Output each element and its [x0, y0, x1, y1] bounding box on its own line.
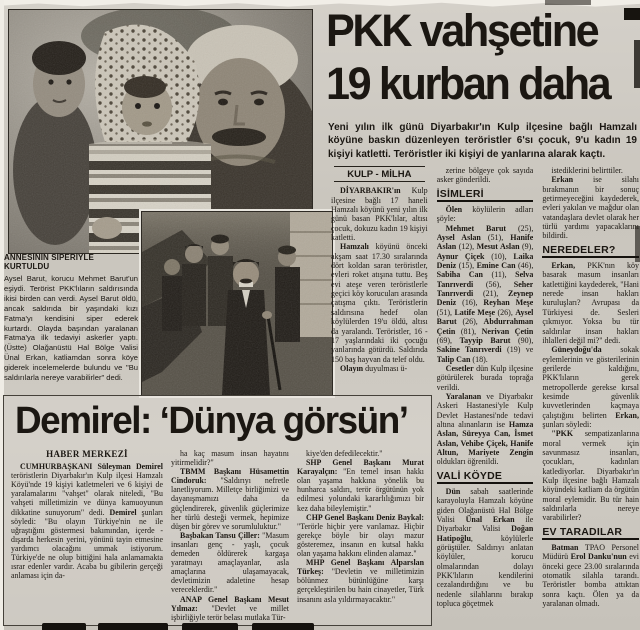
- demirel-story-box: [3, 395, 432, 626]
- article-paragraph: ANAP Genel Başkanı Mesut Yılmaz: "Devlet ve millet işbirliğiyle terör belası mutlaka Tür-: [171, 594, 289, 622]
- article-paragraph: zerine bölgeye çok sayıda asker gönderildi.: [436, 166, 534, 185]
- lead-column-3: [542, 166, 639, 628]
- demirel-headline: Demirel: ‘Dünya görsün’: [15, 400, 408, 442]
- article-paragraph: istediklerini belirttiler.: [551, 166, 623, 175]
- article-paragraph: DİYARBAKIR'ın Kulp ilçesine bağlı 17 haneli Hamzalı köyünü yeni yılın ilk günü basan PKK'lılar, altısı çocuk, dokuzu kadın 19 kişiyi katletti.: [331, 186, 428, 243]
- article-paragraph: Cesetler dün Kulp ilçesine götürülerek burada toprağa verildi.: [436, 363, 534, 392]
- lead-headline: [326, 4, 638, 110]
- lead-headline-line1: PKK vahşetine: [326, 5, 598, 56]
- lead-column-3-text: [542, 166, 639, 608]
- demirel-column-1: [11, 449, 163, 622]
- article-paragraph: Yaralanan ve Diyarbakır Askeri Hastanesi'yle Kulp Devlet Hastanesi'nde tedavi altına alınanların ise Hamza Aslan, Süreyya Can, İsmet Aslan, Vehibe Çiçek, Hanife Altun, Mariyete Zengin oldukları öğrenildi.: [436, 391, 534, 467]
- article-paragraph: Hamzalı köyünü önceki akşam saat 17.30 sıralarında dört koldan saran teröristler, evleri roket atışına tuttu. Beş evi ateşe veren teröristlerle geçici köy korucuları arasında çatışma çıktı. Teröristlerin saldırısına hedef olan köylülerden 19'u öldü, altısı da yaralandı. Teröristler, 16 - 17 yaşlarındaki iki çocuğu yanlarında götürdü. Saldırıda 150 baş hayvan da telef oldu.: [331, 242, 428, 364]
- photo-caption-body: Aysel Barut, korucu Mehmet Barut'un eşiydi. Terörist PKK'lıların saldırısında ikisi birden can verdi. Aysel Barut öldü, ancak saldırıda bir yaşındaki kızı Fatma'yı kendisini siper ederek kurtardı. Olayda başından yaralanan Fatma'ya ilk tedaviyi askerler yaptı. (Üstte) Olağanüstü Hal Bölge Valisi Ünal Erkan, katliamdan sonra köye giderek incelemelerde bulundu ve "Bu saldırılarla nereye varabilirler" dedi.: [4, 274, 138, 383]
- article-paragraph: Mehmet Barut (25), Aysel Aslan (51), Hanife Aslan (12), Mesut Aslan (9), Aynur Çiçek (10), Laika Deniz (15), Emine Can (46), Sabiha Can (11), Selva Tanrıverdi (56), Seher Tanrıverdi (21), Zeynep Deniz (16), Reyhan Meşe (51), Latife Meşe (26), Aysel Barut (26), Abdurrahman Çetin (81), Nerivan Çetin (69), Tayyip Barut (90), Sakine Tanrıverdi (19) ve Talip Can (18).: [436, 223, 534, 364]
- article-paragraph: Olayın duyulması ü-: [340, 363, 408, 373]
- article-paragraph: MHP Genel Başkanı Alparslan Türkeş: "Devletin ve milletimizin bölünmez bütünlüğüne karşı gerçekleştirilen bu hain cinayetler, Türk insanını asla yıldırmayacaktır.": [297, 558, 424, 604]
- demirel-column-2: [171, 449, 289, 622]
- article-paragraph: Güneydoğu'da sokak eylemlerinin ve gösterilerinin gerilerde kaldığını, PKK'lıların gerek metropollerde gerekse kırsal kesimde güvenlik kuvvetlerinden kaçmaya çalıştığını belirten Erkan, şunları söyledi:: [542, 345, 639, 429]
- section-header: EV TARADILAR: [542, 523, 639, 540]
- lead-column-2: [437, 166, 534, 628]
- section-header: İSİMLERİ: [437, 185, 534, 202]
- demirel-column-3: [297, 449, 424, 622]
- article-paragraph: kiye'den defedilecektir.": [306, 449, 383, 458]
- photo-governor-visiting-village: [141, 211, 333, 396]
- article-paragraph: CUMHURBAŞKANI Süleyman Demirel teröristlerin Diyarbakır'ın Kulp ilçesi Hamzalı Köyü'nde 19 kişiyi katletmeleri ve 6 kişiyi de yaralamalarını "vahşet" olarak niteledi, "Bu vahşeti milletimizin ve dünya kamuoyunun dikkatine sunuyorum" dedi. Demirel şunları söyledi: "Bu olayın Türkiye'nin ne ile uğraştığını göstermesi bakımından, içerde - dışarda herkesin yerini, yönünü tayin etmesine yardımcı olacağını ummak istiyorum. Türkiye'de ne olup bittiğini hala anlamamakta ısrar edenler vardır. Acaba bu gibilerin gerçeği anlaması için da-: [11, 462, 163, 581]
- lead-column-1-text: [331, 186, 428, 373]
- article-paragraph: SHP Genel Başkanı Murat Karayalçın: "En temel insan hakkı olan yaşama hakkına yönelik bu hunharca saldırı, terör örgütünün yok edilmesi yolundaki kararlılığımızı bir kez daha bileylemiştir.": [297, 458, 424, 513]
- cropped-next-headline: [0, 622, 640, 630]
- article-paragraph: Erkan ise silahı bırakmanın bir sonuç getirmeyeceğini kaydederek, evleri yakılan ve mağdur olan vatandaşlara devlet olarak her türlü yardımı yapacaklarını bildirdi.: [542, 175, 639, 241]
- photo-caption-title: ANNESİNİN SİPERİYLE KURTULDU: [4, 253, 94, 271]
- lead-column-2-text: [437, 166, 534, 608]
- photo-governor-visiting-village-art: [142, 212, 332, 395]
- section-header: NEREDELER?: [542, 241, 639, 258]
- article-paragraph: "PKK sempatizanlarına moral vermek için savunmasız insanları, çocukları, kadınları katlediyorlar. Diyarbakır'ın Kulp ilçesine bağlı Hamzalı köyündeki katliam da örgütün moral eylemidir. Bu tür hain saldırılarla nereye varabilirler?: [542, 429, 639, 523]
- demirel-columns: [11, 449, 424, 622]
- article-paragraph: CHP Genel Başkanı Deniz Baykal: "Terörle hiçbir yere varılamaz. Hiçbir gerekçe böyle bir olayı mazur gösteremez, insanın en kutsal hakkı olan yaşama hakkını elinden alamaz.": [297, 512, 424, 559]
- article-paragraph: TBMM Başkanı Hüsamettin Cindoruk: "Saldırıyı nefretle lanetliyorum. Milletçe birliğimizi ve dayanışmamızı daha da güçlendirerek, güvenlik güçlerimize her türlü desteği vermek, hepimize düşen bir görev ve sorumluluktur.": [171, 467, 289, 531]
- photo-caption: [4, 253, 138, 383]
- article-paragraph: Batman TPAO Personel Müdürü Erol Danku'nun evi önceki gece 23.00 sıralarında otomatik silahla tarandı. Teröristler bomba attıktan sonra kaçtı. Ölen ya da yaralanan olmadı.: [542, 543, 639, 609]
- article-paragraph: Başbakan Tansu Çiller: "Masum insanları genç - yaşlı, çocuk demeden öldürerek kargaşa yaratmayı amaçlayanlar, asla amaçlarına ulaşamayacak, devletimizin adaletine hesap vereceklerdir.": [171, 530, 289, 595]
- section-header: VALİ KÖYDE: [437, 467, 534, 484]
- article-paragraph: ha kaç masum insan hayatını yitirmelidir?": [171, 449, 289, 468]
- lead-headline-line2: 19 kurban daha: [326, 58, 610, 109]
- dateline: KULP - MİLHA: [334, 166, 425, 182]
- lead-subhead: Yeni yılın ilk günü Diyarbakır'ın Kulp ilçesine bağlı Hamzalı köyüne baskın düzenleyen teröristler 6'sı çocuk, 9'u kadın 19 kişiyi katletti. Teröristler iki kişiyi de yanlarına alarak kaçtı.: [328, 122, 637, 160]
- article-paragraph: Dün sabah saatlerinde karayoluyla Hamzalı köyüne giden Olağanüstü Hal Bölge Valisi Ünal Erkan ile Diyarbakır Valisi Doğan Hatipoğlu, köylülerle görüştüler. Saldırıyı anlatan köylüler, korucu olmalarından dolayı PKK'lıların kendilerini cezalandırdığını ve bu nedenle silahlarını bırakıp topluca göçetmek: [436, 487, 534, 609]
- article-paragraph: Erkan, PKK'nın köy basarak masum insanları katlettiğini kaydederek, "Hani nerede insan hakları kuruluşları? Avrupası da Türkiyesi de. Sesleri çıkmıyor. Yoksa bu tür saldırılar insan hakları ihlalleri değil mi?" dedi.: [542, 261, 639, 345]
- article-paragraph: Ölen köylülerin adları şöyle:: [436, 205, 534, 224]
- kicker: HABER MERKEZİ: [46, 449, 128, 459]
